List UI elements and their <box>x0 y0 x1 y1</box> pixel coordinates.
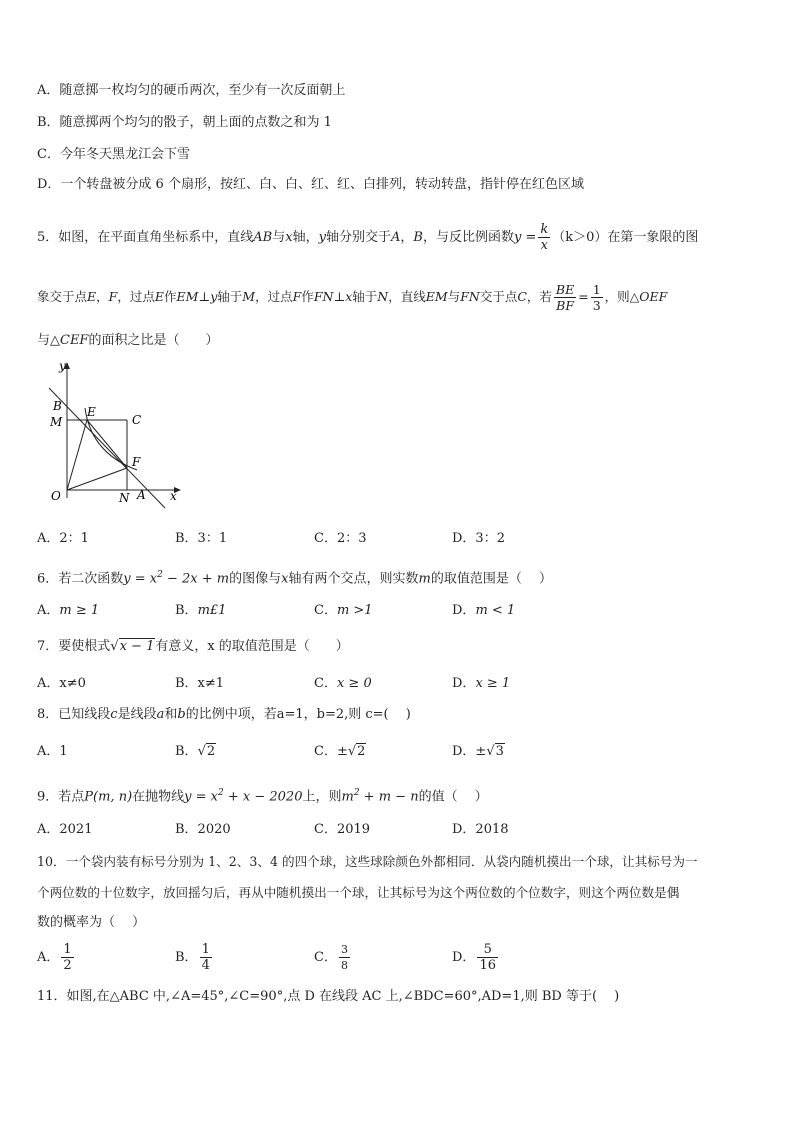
label-n: N <box>119 491 130 505</box>
label-m: M <box>50 415 63 429</box>
q11-stem: 11．如图,在△ABC 中,∠A=45°,∠C=90°,点 D 在线段 AC 上,∠BDC=60°,AD=1,则 BD 等于( ) <box>37 989 620 1004</box>
q9-option-d: D．2018 <box>452 822 509 837</box>
fraction-k-over-x: $\frac{k}{x}$ <box>540 222 549 253</box>
q5-line-1: 5．如图，在平面直角坐标系中，直线AB与x轴，y轴分别交于A，B，与反比例函数y = $\frac{k}{x}$ （k＞0）在第一象限的图 <box>37 222 699 253</box>
q10-option-a: A． $\frac{1}{2}$ <box>37 942 72 973</box>
fraction-one-third: $\frac{1}{3}$ <box>592 282 601 313</box>
q7-option-d: D．x ≥ 1 <box>452 676 511 691</box>
q9-stem: 9．若点P(m, n)在抛物线$y = x^2 + x - 2020$上，则$m^2 + m - n$的值（ ） <box>37 788 488 805</box>
q6-option-b: B．m£1 <box>175 603 227 618</box>
q6-option-d: D．m < 1 <box>452 603 516 618</box>
label-c: C <box>132 413 142 427</box>
q10-line-2: 个两位数的十位数字，放回摇匀后，再从中随机摸出一个球，让其标号为这个两位数的个位数字，则这个两位数是偶 <box>37 885 680 900</box>
q7-option-c: C．x ≥ 0 <box>314 676 372 691</box>
q6-stem: 6．若二次函数$y = x^2 - 2x + m$的图像与x轴有两个交点，则实数m的取值范围是（ ） <box>37 570 552 587</box>
q4-option-b: B．随意掷两个均匀的骰子，朝上面的点数之和为 1 <box>37 115 332 130</box>
sqrt-x-minus-1: √x − 1 <box>110 639 155 654</box>
q8-option-a: A．1 <box>37 744 68 759</box>
segment-oe <box>67 420 87 490</box>
q5-line-2: 象交于点E，F，过点E作EM⊥y轴于M，过点F作FN⊥x轴于N，直线EM与FN交于点C，若 $\frac{BE}{BF}$ = $\frac{1}{3}$ ，则△OEF <box>37 282 668 313</box>
q9-option-a: A．2021 <box>37 822 93 837</box>
q8-stem: 8．已知线段c是线段a和b的比例中项，若a=1，b=2,则 c=( ) <box>37 707 411 722</box>
q8-option-d: D．±√3 <box>452 744 504 759</box>
fraction-be-over-bf: $\frac{BE}{BF}$ <box>555 282 575 313</box>
label-b: B <box>53 399 62 413</box>
q4-option-d: D．一个转盘被分成 6 个扇形，按红、白、白、红、红、白排列，转动转盘，指针停在红色区域 <box>37 177 584 192</box>
q6-option-c: C．m >1 <box>314 603 373 618</box>
q5-line-3: 与△CEF的面积之比是（ ） <box>37 333 219 348</box>
q9-option-b: B．2020 <box>175 822 231 837</box>
q10-line-1: 10．一个袋内装有标号分别为 1、2、3、4 的四个球，这些球除颜色外都相同．从袋内随机摸出一个球，让其标号为一 <box>37 854 698 869</box>
q4-option-c: C．今年冬天黑龙江会下雪 <box>37 147 190 162</box>
q7-stem: 7．要使根式√x − 1有意义，x 的取值范围是（ ） <box>37 639 349 654</box>
q7-option-b: B．x≠1 <box>175 676 225 691</box>
label-f: F <box>132 455 141 469</box>
segment-ef <box>87 420 127 468</box>
q6-option-a: A．m ≥ 1 <box>37 603 100 618</box>
coordinate-figure <box>37 358 187 518</box>
q8-option-c: C．±√2 <box>314 744 366 759</box>
segment-of <box>67 468 127 490</box>
q9-option-c: C．2019 <box>314 822 371 837</box>
q4-option-a: A．随意掷一枚均匀的硬币两次，至少有一次反面朝上 <box>37 83 346 98</box>
q10-option-d: D． $\frac{5}{16}$ <box>452 942 496 973</box>
label-o: O <box>51 489 61 503</box>
q5-option-c: C．2：3 <box>314 531 367 546</box>
q7-option-a: A．x≠0 <box>37 676 86 691</box>
label-e: E <box>87 405 96 419</box>
label-y: y <box>59 359 66 373</box>
q10-line-3: 数的概率为（ ） <box>37 915 146 930</box>
q5-option-b: B．3：1 <box>175 531 228 546</box>
q10-option-c: C． $\frac{3}{8}$ <box>314 943 348 972</box>
q5-option-d: D．3：2 <box>452 531 505 546</box>
q5-option-a: A．2：1 <box>37 531 89 546</box>
q10-option-b: B． $\frac{1}{4}$ <box>175 942 210 973</box>
label-a: A <box>137 488 146 502</box>
label-x: x <box>170 489 177 503</box>
q8-option-b: B．√2 <box>175 744 216 759</box>
